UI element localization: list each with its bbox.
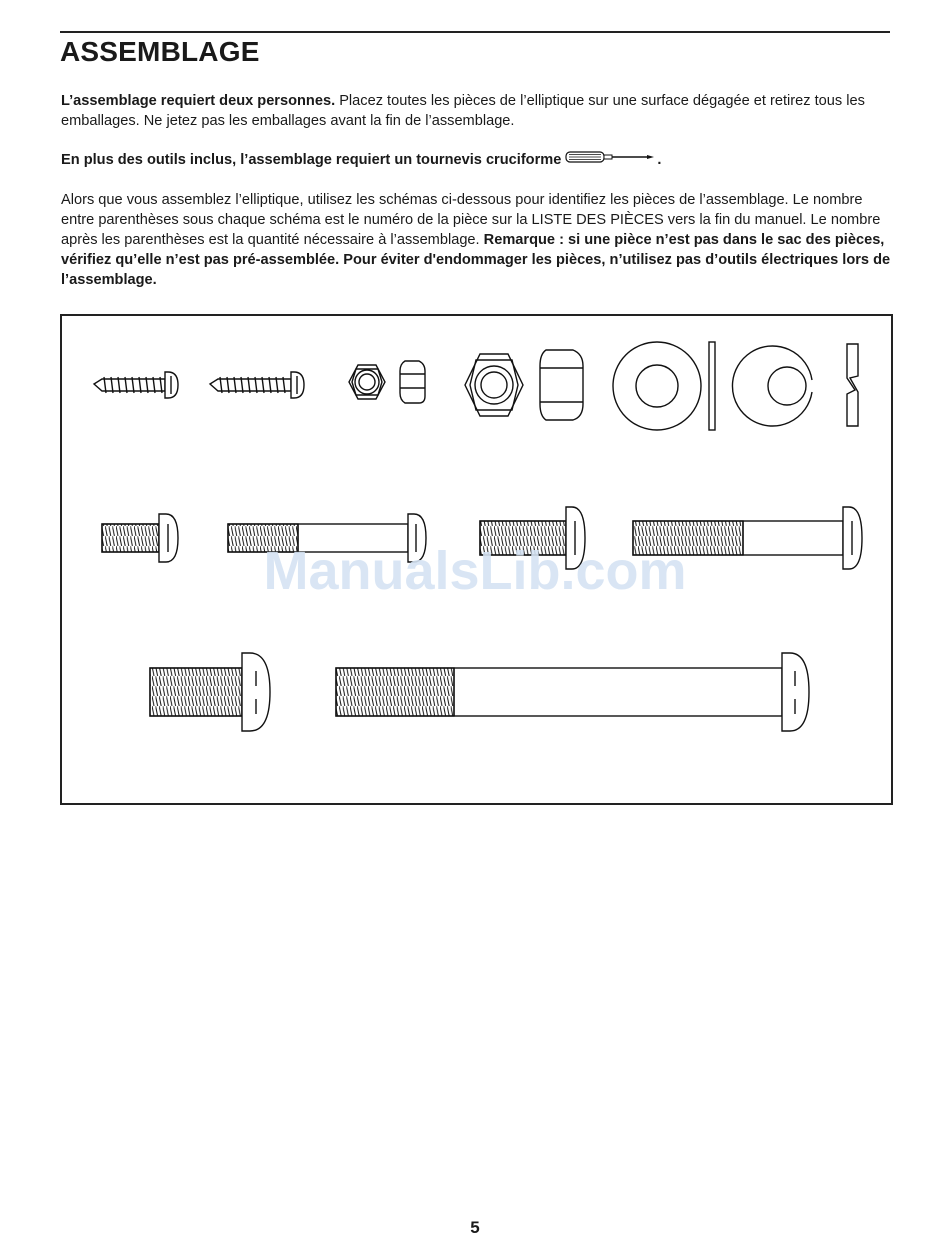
page-title: ASSEMBLAGE: [60, 36, 260, 67]
intro-p1-bold: L’assemblage requiert deux personnes.: [61, 93, 336, 109]
phillips-screwdriver-icon: [565, 150, 655, 170]
large-nut: [465, 350, 583, 420]
intro-paragraph-2: [61, 150, 891, 170]
intro-p2-bold: En plus des outils inclus, l’assemblage requiert un tournevis cruciforme: [61, 152, 562, 168]
intro-p2-period: .: [657, 152, 662, 168]
intro-paragraph-1: [61, 91, 891, 131]
intro-p3-text: Alors que vous assemblez l’elliptique, utilisez les schémas ci-dessous pour identifiez les pièces de l’assemblage. Le nombre entre parenthèses sous chaque schéma est le numéro de la pièce sur la LISTE DES PIÈCES vers la fin du manuel. Le nombre après les parenthèses est la quantité nécessaire à l’assemblage.: [61, 192, 881, 248]
header-rule: [60, 31, 890, 33]
screw-1: [94, 372, 178, 398]
small-nut: [349, 361, 425, 403]
page-number: 5: [470, 1218, 480, 1237]
intro-p1-text: Placez toutes les pièces de l’elliptique sur une surface dégagée et retirez tous les emballages. Ne jetez pas les emballages avant la fin de l’assemblage.: [61, 93, 865, 129]
watermark: ManualsLib.com: [263, 541, 687, 601]
screw-2: [210, 372, 304, 398]
intro-paragraph-3: [61, 190, 891, 290]
remarque-note: Remarque : si une pièce n’est pas dans le sac des pièces, vérifiez qu’elle n’est pas pré-assemblée. Pour éviter d'endommager les pièces, n’utilisez pas d’outils électriques lors de l’assemblage.: [61, 232, 891, 288]
bolt-6: [336, 653, 809, 731]
split-washer: [732, 344, 858, 426]
flat-washer: [613, 342, 715, 430]
bolt-5: [150, 653, 270, 731]
